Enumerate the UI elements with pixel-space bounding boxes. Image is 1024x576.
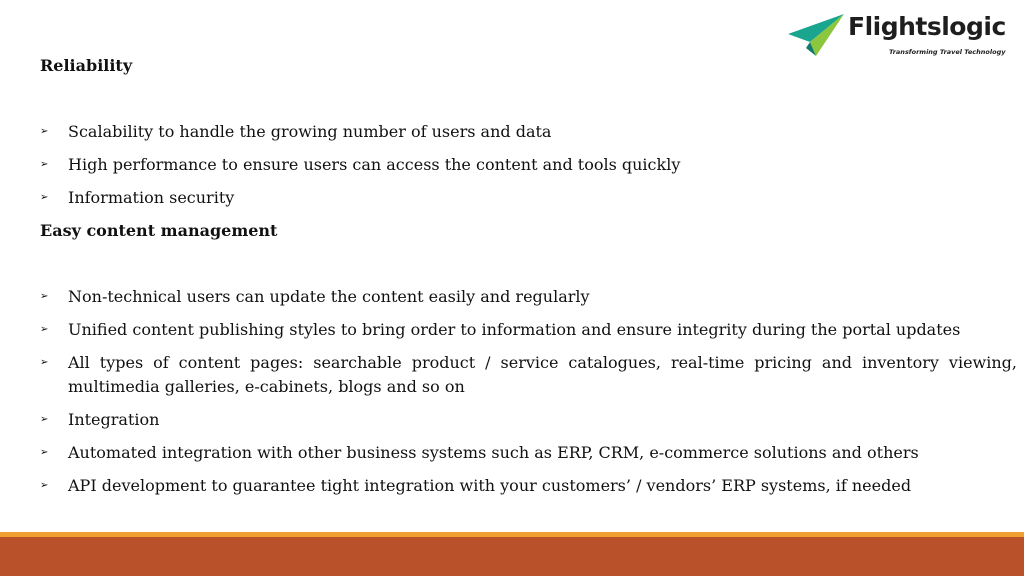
bullet-arrow-icon: ➢	[40, 291, 49, 302]
logo-name: Flightslogic	[848, 12, 1006, 41]
bullet-arrow-icon: ➢	[40, 357, 49, 368]
list-item-text: Unified content publishing styles to bring order to information and ensure integrity during the portal updates	[68, 320, 961, 339]
bullet-arrow-icon: ➢	[40, 414, 49, 425]
list-item	[40, 285, 1017, 309]
bullet-arrow-icon: ➢	[40, 126, 49, 137]
bullet-arrow-icon: ➢	[40, 159, 49, 170]
list-item	[40, 120, 1017, 144]
list-item	[40, 408, 1017, 432]
list-item	[40, 351, 1017, 399]
logo-tagline: Transforming Travel Technology	[889, 48, 1006, 56]
list-item	[40, 318, 1017, 342]
list-item-text: Information security	[68, 188, 235, 207]
list-item-text: Scalability to handle the growing number of users and data	[68, 122, 552, 141]
list-item-text: Integration	[68, 410, 160, 429]
list-item-text: All types of content pages: searchable product / service catalogues, real-time pricing and inventory viewing, multimedia galleries, e-cabinets, blogs and so on	[68, 353, 1017, 396]
bullet-arrow-icon: ➢	[40, 447, 49, 458]
list-item	[40, 153, 1017, 177]
bullet-arrow-icon: ➢	[40, 324, 49, 335]
bullet-arrow-icon: ➢	[40, 192, 49, 203]
footer-bar	[0, 537, 1024, 576]
content-management-list	[40, 285, 1017, 498]
list-item	[40, 474, 1017, 498]
section-heading-content-management: Easy content management	[40, 221, 278, 240]
list-item-text: API development to guarantee tight integration with your customers’ / vendors’ ERP systems, if needed	[68, 476, 912, 495]
slide-content	[40, 54, 1017, 507]
section-heading-reliability: Reliability	[40, 56, 133, 75]
list-item	[40, 441, 1017, 465]
list-item-text: Automated integration with other business systems such as ERP, CRM, e-commerce solutions and others	[68, 443, 919, 462]
reliability-list	[40, 120, 1017, 210]
list-item-text: Non-technical users can update the content easily and regularly	[68, 287, 590, 306]
paper-plane-icon	[786, 12, 846, 58]
list-item-text: High performance to ensure users can access the content and tools quickly	[68, 155, 681, 174]
list-item	[40, 186, 1017, 210]
bullet-arrow-icon: ➢	[40, 480, 49, 491]
